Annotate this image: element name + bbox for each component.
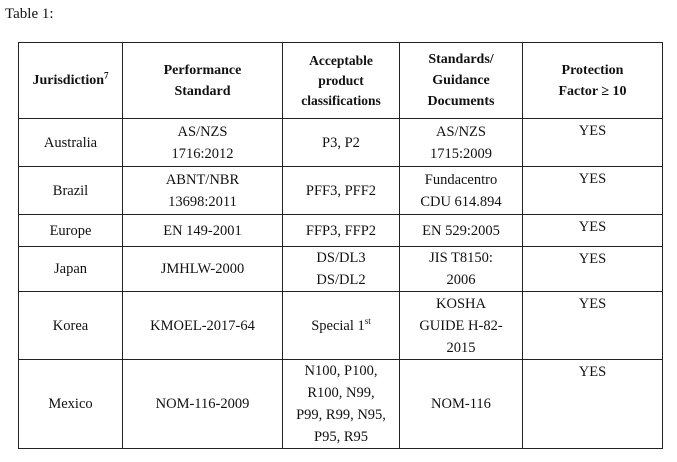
- cell-jurisdiction: Mexico: [19, 360, 123, 449]
- cell-performance-standard-line: KMOEL-2017-64: [150, 317, 255, 334]
- ordinal-superscript: st: [364, 315, 371, 326]
- cell-standards-documents-line: GUIDE H-82-: [419, 317, 503, 334]
- header-protection-factor-line: Factor ≥ 10: [558, 83, 627, 99]
- cell-protection-factor: YES: [523, 247, 663, 292]
- cell-performance-standard: [123, 215, 283, 247]
- cell-product-classifications: [283, 215, 400, 247]
- cell-protection-factor: YES: [523, 119, 663, 167]
- header-performance-standard-line: Standard: [174, 83, 231, 99]
- cell-product-classifications-line: P3, P2: [322, 134, 360, 151]
- cell-standards-documents: [400, 360, 523, 449]
- table-caption: Table 1:: [5, 6, 54, 22]
- cell-jurisdiction: Australia: [19, 119, 123, 167]
- table-row: [19, 167, 663, 215]
- table-row: [19, 360, 663, 449]
- header-standards-documents: [400, 43, 523, 119]
- cell-jurisdiction: Brazil: [19, 167, 123, 215]
- cell-standards-documents: [400, 292, 523, 360]
- header-product-classifications-line: Acceptable: [309, 52, 373, 68]
- header-standards-documents-line: Standards/: [428, 52, 494, 67]
- header-product-classifications-line: product: [318, 72, 364, 88]
- cell-standards-documents-line: EN 529:2005: [422, 222, 500, 239]
- cell-standards-documents: [400, 167, 523, 215]
- cell-standards-documents-line: JIS T8150:: [429, 250, 493, 266]
- header-row: [19, 43, 663, 119]
- table-row: [19, 247, 663, 292]
- cell-product-classifications: [283, 360, 400, 449]
- cell-product-classifications: [283, 247, 400, 292]
- cell-product-classifications-line: DS/DL2: [316, 272, 366, 288]
- cell-product-classifications-line: FFP3, FFP2: [305, 222, 377, 239]
- header-performance-standard-line: Performance: [163, 62, 242, 78]
- cell-product-classifications-line: DS/DL3: [316, 250, 366, 266]
- cell-standards-documents-line: 2006: [446, 272, 476, 288]
- cell-protection-factor: YES: [523, 215, 663, 247]
- cell-performance-standard-line: AS/NZS: [177, 123, 228, 140]
- cell-standards-documents-line: Fundacentro: [424, 171, 498, 188]
- table-body: [19, 119, 663, 449]
- cell-performance-standard: [123, 119, 283, 167]
- cell-performance-standard-line: ABNT/NBR: [165, 171, 240, 188]
- respirator-standards-table: [18, 42, 663, 449]
- cell-standards-documents: [400, 247, 523, 292]
- table-row: [19, 215, 663, 247]
- cell-product-classifications-line: R100, N99,: [307, 385, 375, 401]
- header-standards-documents-line: Guidance: [432, 73, 490, 88]
- header-product-classifications-line: classifications: [301, 92, 381, 108]
- cell-standards-documents-line: 1715:2009: [429, 145, 493, 162]
- header-jurisdiction: Jurisdiction$^7$: [19, 43, 123, 119]
- cell-product-classifications: [283, 119, 400, 167]
- header-performance-standard: [123, 43, 283, 119]
- cell-jurisdiction: Japan: [19, 247, 123, 292]
- header-protection-factor-line: Protection: [561, 62, 624, 78]
- cell-performance-standard-line: EN 149-2001: [163, 222, 242, 239]
- cell-performance-standard-line: 1716:2012: [171, 145, 234, 162]
- cell-product-classifications-line: PFF3, PFF2: [305, 182, 377, 199]
- cell-standards-documents: [400, 119, 523, 167]
- header-standards-documents-line: Documents: [427, 94, 495, 109]
- cell-product-classifications-line: N100, P100,: [304, 363, 378, 379]
- cell-performance-standard: [123, 292, 283, 360]
- header-protection-factor: [523, 43, 663, 119]
- cell-performance-standard: [123, 167, 283, 215]
- cell-standards-documents-line: CDU 614.894: [420, 193, 502, 210]
- cell-product-classifications-line: P99, R99, N95,: [296, 407, 386, 423]
- cell-performance-standard: [123, 360, 283, 449]
- cell-product-classifications: [283, 292, 400, 360]
- cell-protection-factor: YES: [523, 360, 663, 449]
- cell-product-classifications-line: P95, R95: [314, 429, 368, 445]
- cell-performance-standard-line: JMHLW-2000: [160, 261, 245, 277]
- cell-standards-documents: [400, 215, 523, 247]
- cell-product-classifications: [283, 167, 400, 215]
- table-row: [19, 292, 663, 360]
- cell-jurisdiction: Korea: [19, 292, 123, 360]
- cell-product-classifications-line: Special 1st: [311, 315, 371, 334]
- header-product-classifications: [283, 43, 400, 119]
- cell-protection-factor: YES: [523, 292, 663, 360]
- cell-standards-documents-line: 2015: [446, 339, 476, 356]
- cell-performance-standard-line: NOM-116-2009: [155, 396, 250, 412]
- cell-jurisdiction: Europe: [19, 215, 123, 247]
- table-row: [19, 119, 663, 167]
- cell-performance-standard-line: 13698:2011: [168, 193, 237, 210]
- cell-standards-documents-line: NOM-116: [431, 396, 491, 412]
- cell-performance-standard: [123, 247, 283, 292]
- cell-standards-documents-line: AS/NZS: [436, 123, 486, 140]
- cell-standards-documents-line: KOSHA: [436, 295, 486, 312]
- cell-protection-factor: YES: [523, 167, 663, 215]
